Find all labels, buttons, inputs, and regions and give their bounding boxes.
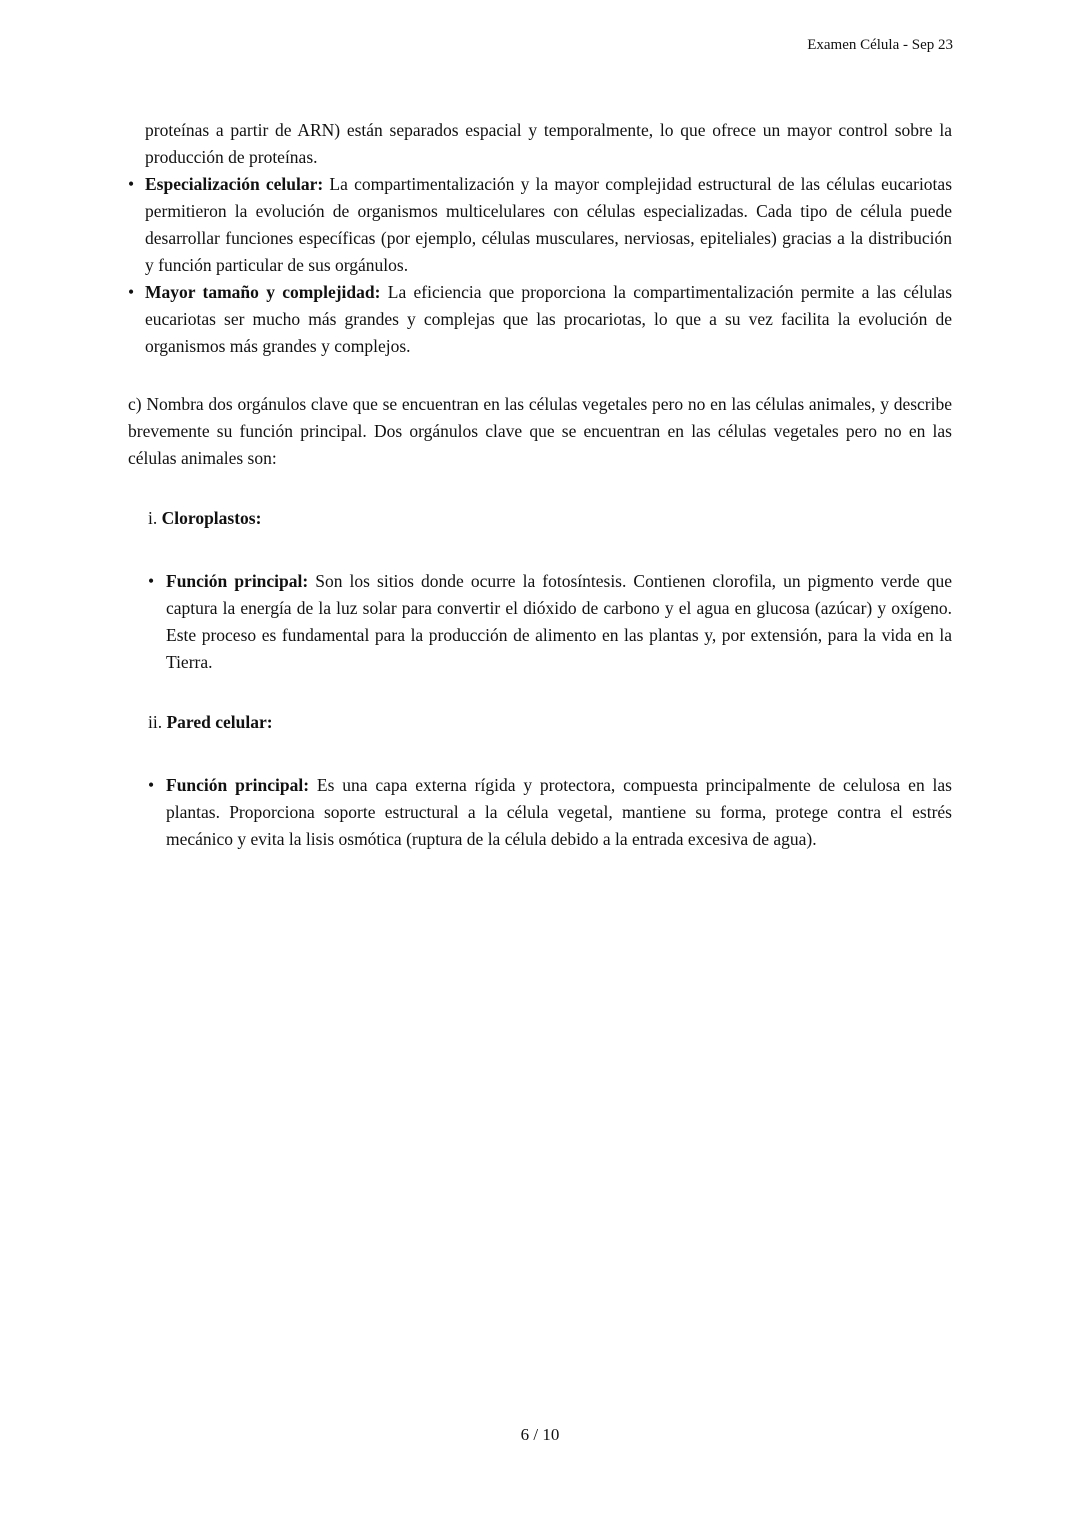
list-item xyxy=(128,279,952,360)
list-item-text xyxy=(145,279,952,360)
bullet-bold-lead: Especialización celular: xyxy=(145,174,324,194)
bullet-bold-lead: Mayor tamaño y complejidad: xyxy=(145,282,381,302)
sub-item-title: Cloroplastos: xyxy=(161,508,262,528)
list-item-text xyxy=(166,772,952,853)
bullet-marker: • xyxy=(148,571,155,591)
paragraph-continuation: proteínas a partir de ARN) están separados espacial y temporalmente, lo que ofrece un mayor control sobre la producción de proteínas. xyxy=(145,120,952,167)
list-item-text xyxy=(145,171,952,279)
list-item xyxy=(148,772,952,853)
bullet-body-text: La eficiencia que proporciona la compartimentalización permite a las células eucariotas ser mucho más grandes y complejas que las procariotas, lo que a su vez facilita la evolución de organismos más grandes y complejos. xyxy=(145,282,953,356)
bullet-body-text: Son los sitios donde ocurre la fotosíntesis. Contienen clorofila, un pigmento verde que captura la energía de la luz solar para convertir el dióxido de carbono y el agua en glucosa (azúcar) y oxígeno. Este proceso es fundamental para la producción de alimento en las plantas y, por extensión, para la vida en la Tierra. xyxy=(166,571,952,672)
bullet-bold-lead: Función principal: xyxy=(166,571,309,591)
bullet-bold-lead: Función principal: xyxy=(166,775,310,795)
sub-item-heading-i xyxy=(148,505,952,532)
sub-item-numeral: ii. xyxy=(148,712,163,732)
list-item xyxy=(148,568,952,676)
list-item xyxy=(128,171,952,279)
page-header: Examen Célula - Sep 23 xyxy=(807,37,953,53)
bullet-body-text: La compartimentalización y la mayor complejidad estructural de las células eucariotas permitieron la evolución de organismos multicelulares con células especializadas. Cada tipo de célula puede desarrollar funciones específicas (por ejemplo, células musculares, nerviosas, epiteliales) gracias a la distribución y función particular de sus orgánulos. xyxy=(145,174,953,275)
bullet-marker: • xyxy=(148,775,155,795)
sub-item-numeral: i. xyxy=(148,508,158,528)
bullet-marker: • xyxy=(128,174,135,194)
bullet-body-text: Es una capa externa rígida y protectora, compuesta principalmente de celulosa en las plantas. Proporciona soporte estructural a la célula vegetal, mantiene su forma, protege contra el estrés mecánico y evita la lisis osmótica (ruptura de la célula debido a la entrada excesiva de agua). xyxy=(166,775,952,849)
paragraph-question-c: c) Nombra dos orgánulos clave que se encuentran en las células vegetales pero no en las células animales, y describe brevemente su función principal. Dos orgánulos clave que se encuentran en las células vegetales pero no en las células animales son: xyxy=(128,394,952,468)
sub-item-heading-ii xyxy=(148,709,952,736)
document-body xyxy=(128,117,952,853)
bullet-marker: • xyxy=(128,282,135,302)
sub-item-title: Pared celular: xyxy=(166,712,273,732)
list-item-text xyxy=(166,568,952,676)
page-footer: 6 / 10 xyxy=(520,1425,560,1444)
